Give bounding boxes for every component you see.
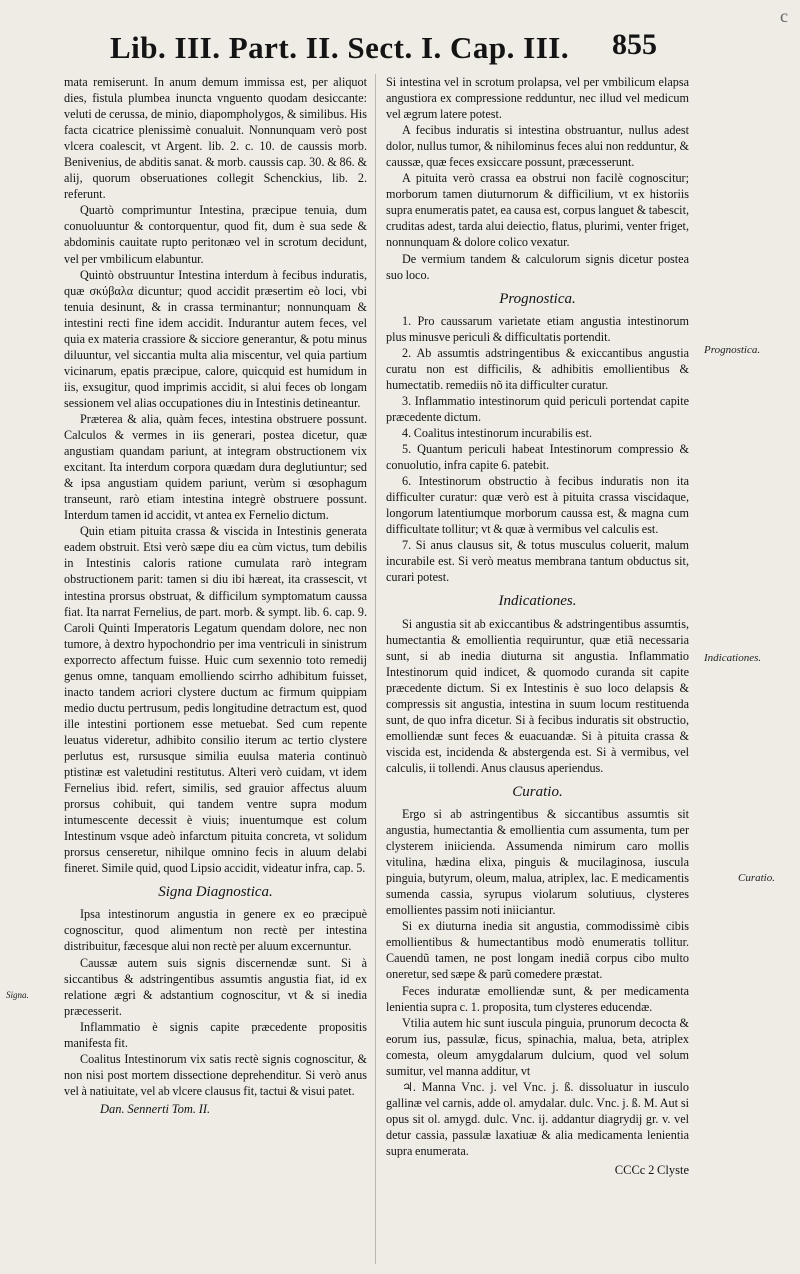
section-heading-indicationes: Indicationes. (498, 593, 577, 610)
margin-note-indicationes: Indicationes. (704, 652, 762, 664)
paragraph: Coalitus Intestinorum vix satis rectè signis cognoscitur, & non nisi post mortem dissectione deprehenditur. Si verò anus vel à natiuitate, vel ab vlcere clausus fit, tactui & visui patet. (64, 1051, 367, 1098)
paragraph: Quin etiam pituita crassa & viscida in Intestinis generata eadem obstruit. Etsi verò sæpe diu ea cùm victus, tum debilis in Intestinis caloris ratione cumulata rarò integram obstructionem parit: tamen si diu ibi hæreat, ita crassescit, vt intestina prorsus obstruat, & difficilum symptomatum caussa fiat. Ita narrat Fernelius, de part. morb. & sympt. lib. 6. cap. 9. Caroli Quinti Imperatoris Legatum quendam dolore, nec non tumore, à dextro hypochondrio per ima ventriculi in sinistrum exporrecto affectum fuisse. Huic cum sexennio toto remedij genus omne, tanquam emolliendo scirrho adhibitum fuisset, inacto tandem acriori clystere ductum ac firmum quippiam medio ductu pertrusum, pedis longitudine detractum est, quod ille intestini portionem esse metuebat. Sed cum repente leuatus videretur, adhibito consilio iterum ac tertio clystere perlutus est, rursusque similia euulsa materia continuò ptistinæ est valetudini restitutus. Alteri verò cuidam, vt idem Fernelius ibid. refert, similis, sed grauior affectus aluum prorsus cohibuit, qui tandem ventre supra modum intumescente decessit è viuis; inuentumque est colum Intestinum vsque adeò infarctum pituita concreta, vt solidum prorsus censeretur, nihilque omnino fecis in aluum delabi fineret. Simile quid, quod Lipsio accidit, videatur infra, cap. 5. (64, 524, 367, 876)
paragraph: A fecibus induratis si intestina obstruantur, nullus adest dolor, nullus tumor, & nihilominus feces alui non redduntur, & caussæ, quæ feces exsiccare possunt, præcesserunt. (386, 123, 689, 170)
prescription: ♃. Manna Vnc. j. vel Vnc. j. ß. dissoluatur in iusculo gallinæ vel carnis, adde ol. amydalar. dulc. Vnc. j. ß. M. Aut si opus sit ol. amygd. dulc. Vnc. ij. addantur diagrydij gr. v. vel detur cassia, passulæ laxatiuæ & alia medicamenta lenientia supra enumerata. (386, 1079, 689, 1158)
page-number: 855 (612, 28, 657, 61)
running-header: Lib. III. Part. II. Sect. I. Cap. III. (110, 30, 570, 65)
section-heading-prognostica: Prognostica. (499, 290, 576, 307)
numbered-item: 2. Ab assumtis adstringentibus & exiccantibus angustia curatu non est difficilis, & adhibitis emollientibus & humectatib. remediis nõ ita difficulter curatur. (386, 345, 689, 392)
left-column (64, 74, 367, 1117)
margin-note-curatio: Curatio. (738, 872, 775, 884)
paragraph: Si intestina vel in scrotum prolapsa, vel per vmbilicum elapsa angustiora ex compressione redduntur, nec illud vel medicum vel ægrum latere potest. (386, 75, 689, 122)
section-heading-curatio: Curatio. (512, 783, 563, 800)
column-gutter (375, 74, 376, 1264)
numbered-item: 1. Pro caussarum varietate etiam angustia intestinorum plus minusve periculi & difficultatis portendit. (386, 313, 689, 344)
paragraph: Feces induratæ emolliendæ sunt, & per medicamenta lenientia supra c. 1. proposita, tum clysteres educendæ. (386, 983, 689, 1014)
paragraph: A pituita verò crassa ea obstrui non facilè cognoscitur; morborum tamen diuturnorum & difficilium, vt ex historiis supra enumeratis patet, ea causa est, corpus languet & tabescit, cruditas adest, tarda alui deiectio, flatus, plurimi, venter friget, nonnunquam & dolore colico vexatur. (386, 171, 690, 250)
right-column (386, 74, 689, 1178)
numbered-item: 4. Coalitus intestinorum incurabilis est. (402, 425, 592, 440)
paragraph: Si angustia sit ab exiccantibus & adstringentibus assumtis, humectantia & emollientia requiruntur, quæ etiã necessaria sunt, si ab inedia diuturna sit angustia. Inflammatio Intestinorum quid indicet, & quomodo curanda sit capite præcedente dictum. Si ex Intestinis è suo loco delapsis & compressis sit angustia, intestina in suum locum restituenda sunt, de quo infra dicetur. Si à fecibus induratis sit obstructio, emolliendæ sunt feces & euacuandæ. Si à pituita crassa & viscida est, incidenda & abstergenda est. Si à vermibus, vel calculis, ii tollendi. Anus clausus aperiendus. (386, 616, 689, 775)
paragraph: Præterea & alia, quàm feces, intestina obstruere possunt. Calculos & vermes in iis generari, postea dicetur, quæ angustiam quandam pariunt, at integram obstructionem vix excitant. Ita interdum corpora quædam dura deglutiuntur; sed & ipsa angustiam quidem pariunt, verùm si œsophagum transeunt, rarò etiam intestina integrè obstruere possunt. Interdum tamen id accidit, vt antea ex Fernelio dictum. (64, 411, 367, 523)
signature-catchword: CCCc 2 Clyste (614, 1163, 689, 1178)
section-heading-diagnostica: Signa Diagnostica. (158, 884, 273, 901)
paragraph: Si ex diuturna inedia sit angustia, commodissimè cibis emollientibus & humectantibus modò enumeratis tollitur. Cauendũ tamen, ne post longam inediã corpus cibo multo oneretur, sed sæpe & parũ comedere præstat. (386, 919, 689, 982)
paragraph: Caussæ autem suis signis discernendæ sunt. Si à siccantibus & adstringentibus assumtis angustia fiat, id ex relatione ægri & adstantium cognoscitur, vt & si inedia præcesserit. (64, 955, 367, 1018)
margin-note-prognostica: Prognostica. (704, 344, 761, 356)
paragraph: Ergo si ab astringentibus & siccantibus assumtis sit angustia, humectantia & emollientia cum assumenta, tum per clysterem iniicienda. Assumenda nimirum caro mollis vitulina, hædina elixa, pinguis & mucilaginosa, iuscula pinguia, butyrum, oleum, malua, atriplex, lac. E medicamentis sumenda cassia, syrupus violarum solutiuus, clysteres emollientes passim noti iniiciantur. (386, 807, 689, 918)
margin-note-signa: Signa. (6, 990, 29, 1000)
paragraph: mata remiserunt. In anum demum immissa est, per aliquot dies, fistula plumbea inuncta vnguento quodam desiccante: veluti de cerussa, de minio, diapompholygos, & similibus. His facta cicatrice plenissimè conualuit. Nonnunquam verò post vlcera coalescit, vt Argent. lib. 2. c. 10. de caussis morb. Benivenius, de abditis sanat. & morb. caussis cap. 30. & 86. & alij, quorum obseruationes collegit Schenckius, lib. 2. referunt. (64, 75, 367, 202)
numbered-item: 5. Quantum periculi habeat Intestinorum compressio & conuolutio, infra capite 6. patebit. (386, 442, 689, 473)
paragraph: Vtilia autem hic sunt iuscula pinguia, prunorum decocta & eorum ius, passulæ, ficus, spinachia, malua, beta, atriplex comesta, oleum amygdalarum dulcium, quod vel solum sumitur, vel manna additur, vt (386, 1015, 689, 1078)
footer-author: Dan. Sennerti Tom. II. (100, 1101, 211, 1116)
corner-mark: c (780, 6, 788, 26)
paragraph: Quintò obstruuntur Intestina interdum à fecibus induratis, quæ σκύβαλα dicuntur; quod accidit præsertim eò loci, vbi tenuia desinunt, & in crassa terminantur; nonnunquam & intestini recti fine idem accidit. Indurantur autem feces, vel quia ex materia crassiore & sicciore generantur, & potu minus diluuntur, vel siccantia multa alia miscentur, vel quia partium vicinarum, epatis præcipue, calore, quicquid est humidum in iis, exsugitur, quod imprimis accidit, si alui feces ob longam sessionem vel alias occupationes diu in Intestinis detineantur. (64, 267, 367, 410)
paragraph: Inflammatio è signis capite præcedente propositis manifesta fit. (64, 1019, 367, 1050)
paragraph: Ipsa intestinorum angustia in genere ex eo præcipuè cognoscitur, quod alimentum non rectè per intestina distribuitur, fæcesque alui non rectè per aluum excernuntur. (64, 907, 367, 954)
numbered-item: 3. Inflammatio intestinorum quid periculi portendat capite præcedente dictum. (386, 393, 689, 424)
numbered-item: 7. Si anus clausus sit, & totus musculus coluerit, malum incurabile est. Si verò meatus membrana tantum obductus sit, curari potest. (386, 538, 689, 585)
paragraph: Quartò comprimuntur Intestina, præcipue tenuia, dum conuoluuntur & contorquentur, quod fit, dum è sua sede & abdominis cauitate rupto peritonæo vel in scrotum decidunt, vel per vmbilicum elabuntur. (64, 203, 367, 266)
paragraph: De vermium tandem & calculorum signis dicetur postea suo loco. (386, 251, 689, 282)
numbered-item: 6. Intestinorum obstructio à fecibus induratis non ita difficulter curatur: quæ verò est à pituita crassa viscidaque, longorum latentiumque morborum caussa est, & magna cum difficultate tollitur; vt & quæ à vermibus vel calculis est. (386, 474, 689, 537)
